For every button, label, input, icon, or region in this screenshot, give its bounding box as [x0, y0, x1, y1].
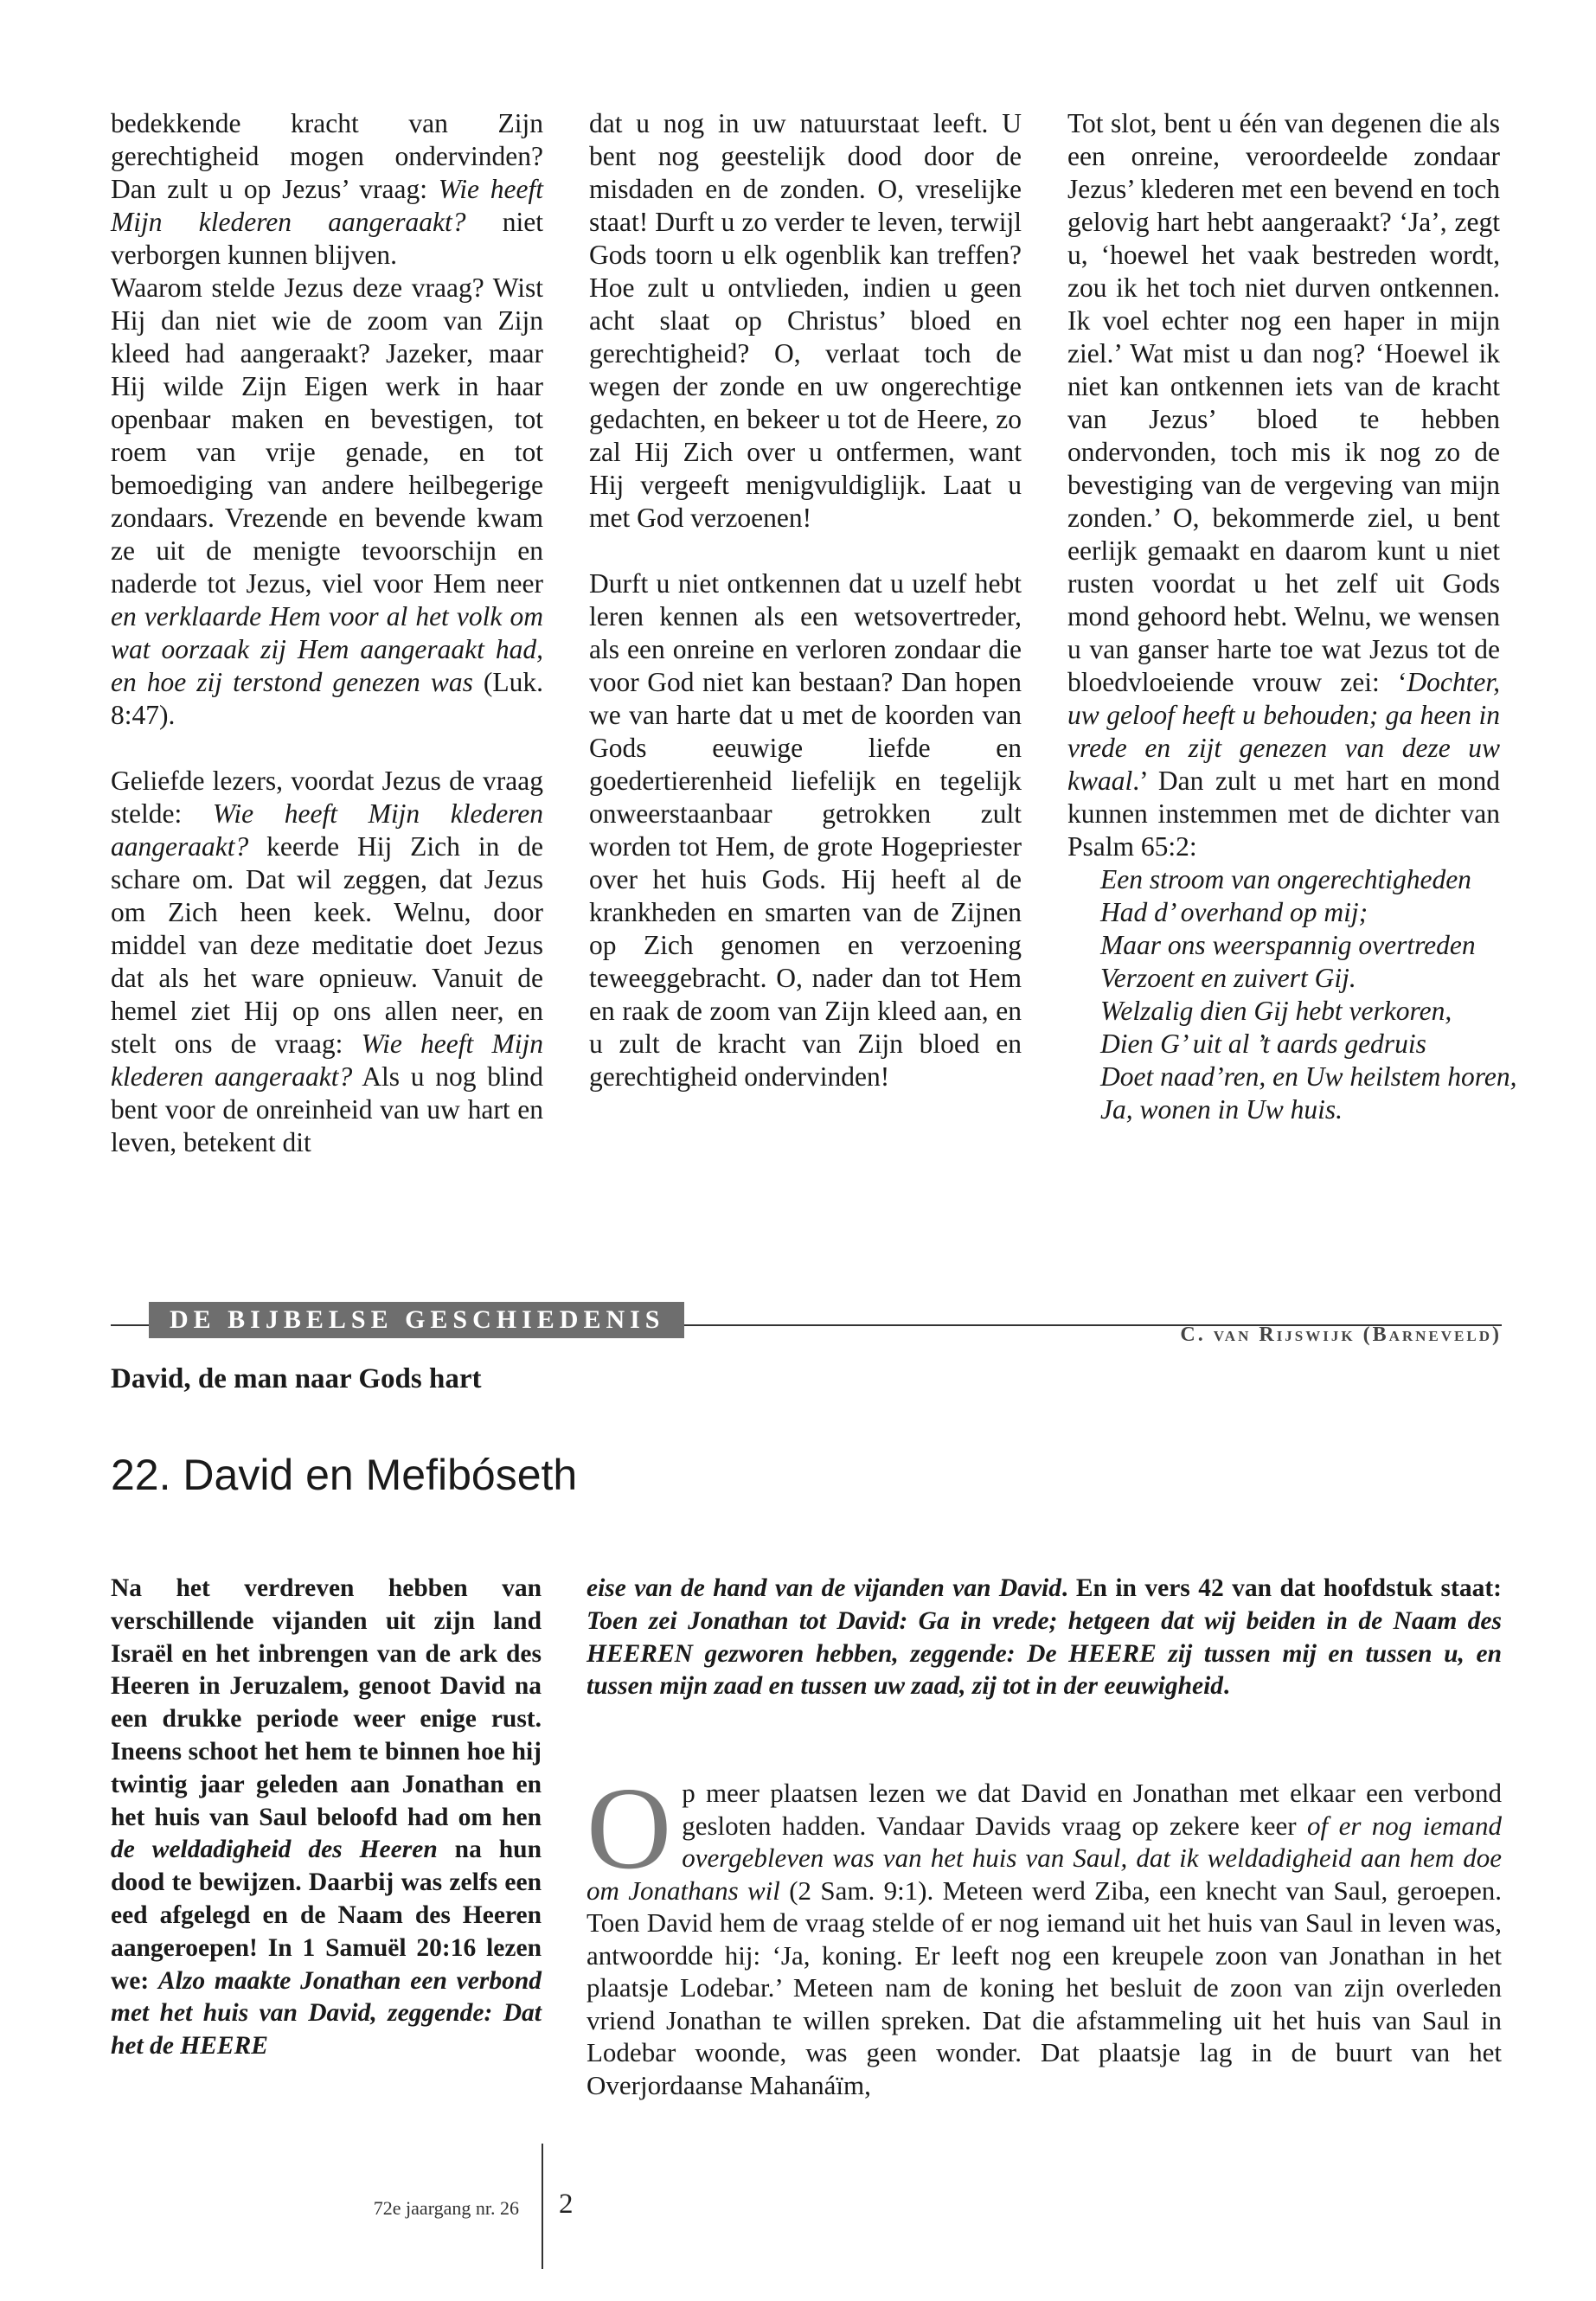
paragraph: Durft u niet ontkennen dat u uzelf hebt leren kennen als een wetsovertreder, als een onreine en verloren zondaar die voor God niet kan bestaan? Dan hopen we van harte dat u met de koorden van Gods eeuwige liefde en goedertierenheid liefelijk en tegelijk onweerstaanbaar getrokken zult worden tot Hem, de grote Hogepriester over het huis Gods. Hij heeft al de krankheden en smarten van de Zijnen op Zich genomen en verzoening teweeggebracht. O, nader dan tot Hem en raak de zoom van Zijn kleed aan, en u zult de kracht van Zijn bloed en gerechtigheid ondervinden! [589, 568, 1022, 1092]
series-subtitle: David, de man naar Gods hart [111, 1363, 482, 1394]
paragraph: Geliefde lezers, voordat Jezus de vraag stelde: Wie heeft Mijn klederen aangeraakt? keerde Hij Zich in de schare om. Dat wil zeggen, dat Jezus om Zich heen keek. Welnu, door middel van deze meditatie doet Jezus dat als het ware opnieuw. Vanuit de hemel ziet Hij op ons allen neer, en stelt ons de vraag: Wie heeft Mijn klederen aangeraakt? Als u nog blind bent voor de onreinheid van uw hart en leven, betekent dit [111, 766, 543, 1157]
column-3 [1067, 107, 1517, 1126]
issue-label: 72e jaargang nr. 26 [373, 2197, 519, 2219]
column-2 [589, 107, 1022, 1093]
article-title: 22. David en Mefibóseth [111, 1451, 578, 1499]
column-1 [111, 107, 543, 1159]
section-banner: DE BIJBELSE GESCHIEDENIS [149, 1302, 684, 1338]
lead-paragraph-left: Na het verdreven hebben van verschillende vijanden uit zijn land Israël en het inbrengen van de ark des Heeren in Jeruzalem, genoot David na een drukke periode weer enige rust. Ineens schoot het hem te binnen hoe hij twintig jaar geleden aan Jonathan en het huis van Saul beloofd had om hen de weldadigheid des Heeren na hun dood te bewijzen. Daarbij was zelfs een eed afgelegd en de Naam des Heeren aangeroepen! In 1 Samuël 20:16 lezen we: Alzo maakte Jonathan een verbond met het huis van David, zeggende: Dat het de HEERE [111, 1574, 542, 2061]
paragraph: bedekkende kracht van Zijn gerechtigheid mogen ondervinden? Dan zult u op Jezus’ vraag: Wie heeft Mijn klederen aangeraakt? niet verborgen kunnen blijven. Waarom stelde Jezus deze vraag? Wist Hij dan niet wie de zoom van Zijn kleed had aangeraakt? Jazeker, maar Hij wilde Zijn Eigen werk in haar openbaar maken en bevestigen, tot roem van vrije genade, en tot bemoediging van andere heilbegerige zondaars. Vrezende en bevende kwam ze uit de menigte tevoorschijn en naderde tot Jezus, viel voor Hem neer en verklaarde Hem voor al het volk om wat oorzaak zij Hem aangeraakt had, en hoe zij terstond genezen was (Luk. 8:47). [111, 108, 543, 730]
psalm-verse: Een stroom van ongerechtigheden Had d’ overhand op mij; Maar ons weerspannig overtreden Verzoent en zuivert Gij. Welzalig dien Gij hebt verkoren, Dien G’ uit al ’t aards gedruis Doet naad’ren, en Uw heilstem horen, Ja, wonen in Uw huis. [1100, 864, 1517, 1125]
paragraph: Tot slot, bent u één van degenen die als een onreine, veroordeelde zondaar Jezus’ klederen met een bevend en toch gelovig hart hebt aangeraakt? ‘Ja’, zegt u, ‘hoewel het vaak bestreden wordt, zou ik het toch niet durven ontkennen. Ik voel echter nog een haper in mijn ziel.’ Wat mist u dan nog? ‘Hoewel ik niet kan ontkennen iets van de kracht van Jezus’ bloed te hebben ondervonden, toch mis ik nog zo de bevestiging van de vergeving van mijn zonden.’ O, bekommerde ziel, u bent eerlijk gemaakt en daarom kunt u niet rusten voordat u het zelf uit Gods mond gehoord hebt. Welnu, we wensen u van ganser harte toe wat Jezus tot de bloedvloeiende vrouw zei: ‘Dochter, uw geloof heeft u behouden; ga heen in vrede en zijt genezen van deze uw kwaal.’ Dan zult u met hart en mond kunnen instemmen met de dichter van Psalm 65:2: [1067, 108, 1500, 862]
section-rule [111, 1324, 149, 1326]
footer-divider [542, 2144, 543, 2269]
page-number: 2 [559, 2189, 574, 2220]
lead-paragraph-right: eise van de hand van de vijanden van David. En in vers 42 van dat hoofdstuk staat: Toen zei Jonathan tot David: Ga in vrede; hetgeen dat wij beiden in de Naam des HEEREN gezworen hebben, zeggende: De HEERE zij tussen mij en tussen u, en tussen mijn zaad en tussen uw zaad, zij tot in der eeuwigheid. [586, 1574, 1502, 1701]
body-paragraph: Op meer plaatsen lezen we dat David en Jonathan met elkaar een verbond gesloten hadden. Vandaar Davids vraag op zekere keer of er nog iemand overgebleven was van het huis van Saul, dat ik weldadigheid aan hem doe om Jonathans wil (2 Sam. 9:1). Meteen werd Ziba, een knecht van Saul, geroepen. Toen David hem de vraag stelde of er nog iemand uit het huis van Saul in leven was, antwoordde hij: ‘Ja, koning. Er leeft nog een kreupele zoon van Jonathan in het plaatsje Lodebar.’ Meteen nam de koning het besluit de zoon van zijn overleden vriend Jonathan te willen spreken. Dat die afstammeling uit het huis van Saul in Lodebar woonde, was geen wonder. Dat plaatsje lag in de buurt van het Overjordaanse Mahanáïm, [586, 1764, 1502, 2100]
drop-cap: O [586, 1764, 672, 1894]
author-name: C. van Rijswijk (Barneveld) [1180, 1324, 1502, 1346]
paragraph: dat u nog in uw natuurstaat leeft. U bent nog geestelijk dood door de misdaden en de zonden. O, vreselijke staat! Durft u zo verder te leven, terwijl Gods toorn u elk ogenblik kan treffen? Hoe zult u ontvlieden, indien u geen acht slaat op Christus’ bloed en gerechtigheid? O, verlaat toch de wegen der zonde en uw ongerechtige gedachten, en bekeer u tot de Heere, zo zal Hij Zich over u ontfermen, want Hij vergeeft menigvuldiglijk. Laat u met God verzoenen! [589, 108, 1022, 533]
